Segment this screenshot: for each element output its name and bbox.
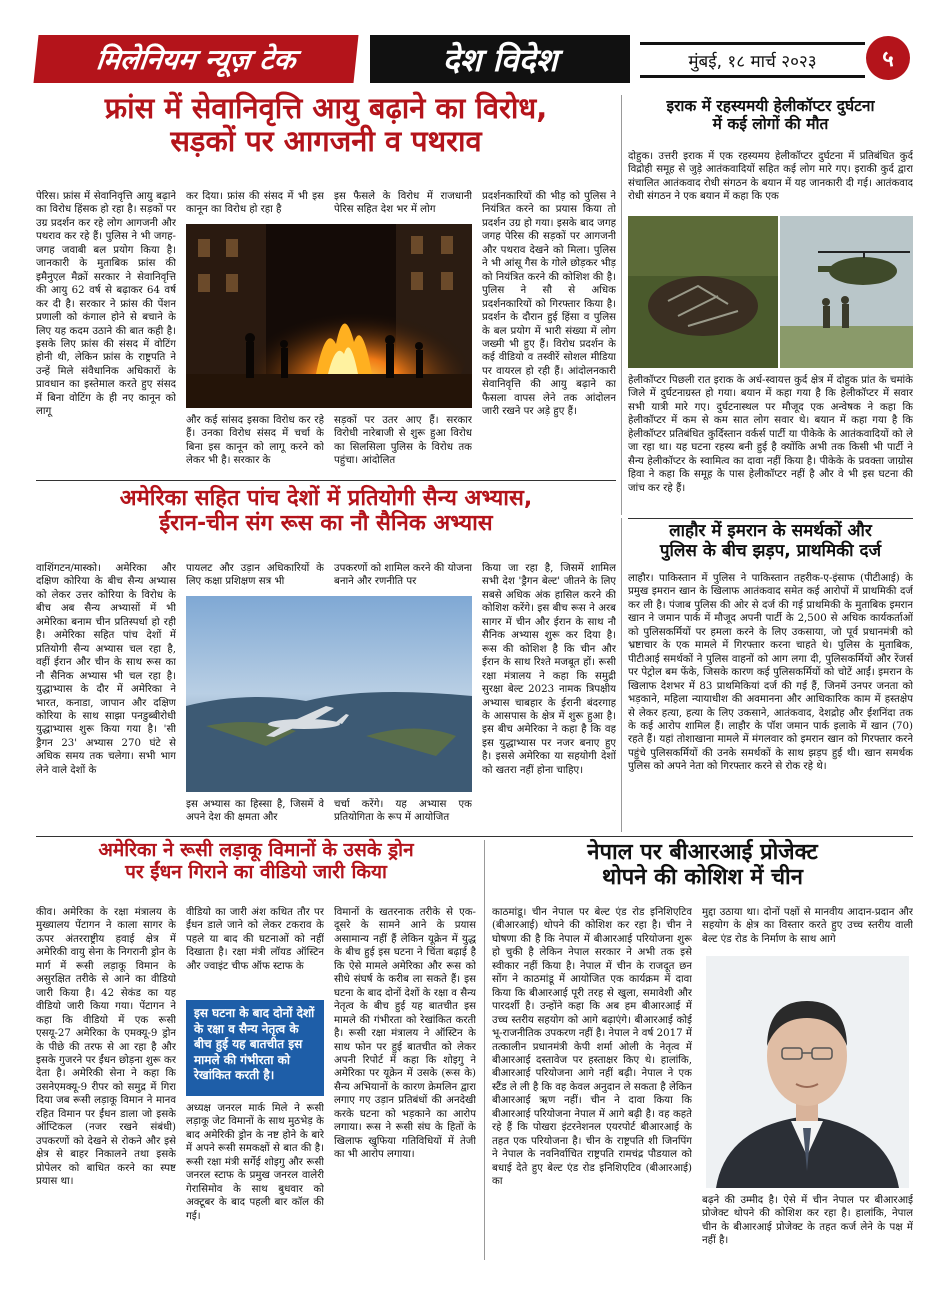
france-col2-top — [186, 190, 324, 220]
france-headline-line1: फ्रांस में सेवानिवृत्ति आयु बढ़ाने का विरोध, — [104, 91, 548, 125]
exercise-col3-bottom — [334, 798, 472, 830]
paper-name-banner — [33, 35, 358, 83]
nepal-col2-bottom-text: बढ़ने की उम्मीद है। ऐसे में चीन नेपाल पर बीआरआई प्रोजेक्ट थोपने की कोशिश कर रहा है। हालांकि, नेपाल चीन के बीआरआई प्रोजेक्ट के तहत कर्ज लेने के पक्ष में नहीं है। — [702, 1195, 913, 1247]
nepal-col1-text: काठमांडू। चीन नेपाल पर बेल्ट एंड रोड इनिशिएटिव (बीआरआई) थोपने की कोशिश कर रहा है। चीन ने घोषणा की है कि नेपाल में बीआरआई परियोजना शुरू हो चुकी है लेकिन नेपाल सरकार ने अभी तक इसे स्वीकार नहीं किया है। नेपाल में चीन के राजदूत छन सोंग ने काठमांडू में आयोजित एक कार्यक्रम में दावा किया कि बीआरआई पूरी तरह से खुला, समावेशी और पारदर्शी है। उन्होंने कहा कि अब हम बीआरआई में उच्च स्तरीय सहयोग को आगे बढ़ाएंगे। बीआरआई कोई भू-राजनीतिक उपकरण नहीं है। नेपाल ने वर्ष 2017 में तत्कालीन प्रधानमंत्री केपी शर्मा ओली के नेतृत्व में बीआरआई दस्तावेज पर हस्ताक्षर किए थे। हालांकि, बीआरआई परियोजना आगे नहीं बढ़ी। नेपाल ने एक स्टैंड ले ली है कि वह केवल अनुदान ले सकता है लेकिन बीआरआई ऋण नहीं। चीन ने दावा किया कि बीआरआई परियोजना नेपाल में आगे बढ़ी है। वह कहते रहे हैं कि पोखरा इंटरनेशनल एयरपोर्ट बीआरआई के तहत एक परियोजना है। चीन के राष्ट्रपति शी जिनपिंग ने नेपाल के नवनिर्वाचित राष्ट्रपति रामचंद्र पौडयाल को बधाई देते हुए बेल्ट एंड रोड इनिशिएटिव (बीआरआई) का — [492, 907, 692, 1188]
france-col2-top-text: कर दिया। फ्रांस की संसद में भी इस कानून का विरोध हो रहा है — [186, 191, 324, 216]
iraq-body-text: हेलीकॉप्टर पिछली रात इराक के अर्ध-स्वायत्त कुर्द क्षेत्र में दोहुक प्रांत के चमांके जिले में दुर्घटनाग्रस्त हो गया। बयान में कहा गया है कि हेलीकॉप्टर में सवार सभी यात्री मारे गए। दुर्घटनास्थल पर मौजूद एक अन्वेषक ने कहा कि हेलीकॉप्टर में कम से कम सात लोग सवार थे। बयान में कहा गया है कि हेलीकॉप्टर प्रतिबंधित कुर्दिस्तान वर्कर्स पार्टी या पीकेके के आतंकवादियों को ले जा रहा था। यह घटना रहस्य बनी हुई है क्योंकि अभी तक किसी भी पार्टी ने सैन्य हेलीकॉप्टर के स्वामित्व का दावा नहीं किया है। पीकेके के प्रवक्ता जाग्रोस हिवा ने कहा कि समूह के पास हेलीकॉप्टर नहीं है और वे भी इस घटना की जांच कर रहे हैं। — [628, 375, 913, 494]
iraq-intro — [628, 150, 913, 210]
iraq-intro-text: दोहुक। उत्तरी इराक में एक रहस्यमय हेलीकॉप्टर दुर्घटना में प्रतिबंधित कुर्द विद्रोही समूह से जुड़े आतंकवादियों सहित कई लोग मारे गए। इराकी कुर्द द्वारा संचालित आतंकवाद रोधी संगठन के बयान में यह जानकारी दी गई। आतंकवाद रोधी संगठन ने एक बयान में कहा कि एक — [628, 151, 913, 203]
patrol-aircraft-image — [186, 596, 472, 792]
drone-col3-text: विमानों के खतरनाक तरीके से एक-दूसरे के सामने आने के प्रयास असामान्य नहीं हैं लेकिन यूक्रेन में युद्ध के बीच हुई इस घटना ने चिंता बढ़ाई है कि ऐसे मामले अमेरिका और रूस को सीधे संघर्ष के करीब ला सकते हैं। इस घटना के बाद दोनों देशों के रक्षा व सैन्य नेतृत्व के बीच हुई यह बातचीत इस मामले की गंभीरता को रेखांकित करती है। रूसी रक्षा मंत्रालय ने ऑस्टिन के साथ फोन पर हुई बातचीत को लेकर अपनी रिपोर्ट में कहा कि शोइगु ने अमेरिका पर यूक्रेन में उसके (रूस के) सैन्य अभियानों के कारण क्रेमलिन द्वारा लगाए गए उड़ान प्रतिबंधों की अनदेखी करके घटना को भड़काने का आरोप लगाया। रूस ने रूसी संघ के हितों के खिलाफ खुफिया गतिविधियों में तेजी का भी आरोप लगाया। — [334, 907, 476, 1161]
iraq-body — [628, 374, 913, 514]
exercise-col3-top — [334, 562, 472, 592]
france-col1 — [36, 190, 176, 473]
exercise-col4 — [482, 562, 616, 830]
france-riot-photo — [186, 224, 472, 408]
column-divider — [621, 95, 622, 515]
exercise-col1-text: वाशिंगटन/मास्को। अमेरिका और दक्षिण कोरिया के बीच सैन्य अभ्यास को लेकर उत्तर कोरिया के विरोध के बीच अब सैन्य अभ्यासों में भी अमेरिका बनाम चीन प्रतिस्पर्धा हो रही है। अमेरिका सहित पांच देशों में प्रतियोगी सैन्य अभ्यास चल रहा है, वहीं ईरान और चीन के साथ रूस का नौ सैनिक अभ्यास भी चल रहा है। युद्धाभ्यास के दौर में अमेरिका ने भारत, कनाडा, जापान और दक्षिण कोरिया के साथ साझा पनडुब्बीरोधी युद्धाभ्यास शुरू किया गया है। 'सी ड्रैगन 23' अभ्यास 270 घंटे से अधिक समय तक चलेगा। सभी भाग लेने वाले देशों के — [36, 563, 176, 776]
lahore-headline — [628, 522, 913, 561]
lahore-body — [628, 572, 913, 830]
page-number-badge — [866, 36, 910, 80]
exercise-col3-top-text: उपकरणों को शामिल करने की योजना बनाने और रणनीति पर — [334, 563, 472, 588]
nepal-col2-top-text: मुद्दा उठाया था। दोनों पक्षों से मानवीय आदान-प्रदान और सहयोग के क्षेत्र का विस्तार करते हुए उच्च स्तरीय वाली बेल्ट एंड रोड के निर्माण के साथ आगे — [702, 907, 913, 945]
france-col4-text: प्रदर्शनकारियों की भीड़ को पुलिस ने नियंत्रित करने का प्रयास किया तो प्रदर्शन उग्र हो गया। इसके बाद जगह जगह पेरिस की सड़कों पर आगजनी और पथराव देखने को मिला। पुलिस ने भी आंसू गैस के गोले छोड़कर भीड़ को नियंत्रित करने की कोशिश की है। पुलिस ने सौ से अधिक प्रदर्शनकारियों को गिरफ्तार किया है। प्रदर्शन के दौरान हुई हिंसा व पुलिस के बल प्रयोग में भारी संख्या में लोग जख्मी भी हुए हैं। विरोध प्रदर्शन के कई वीडियो व तस्वीरें सोशल मीडिया पर वायरल हो रही हैं। आंदोलनकारी सेवानिवृत्ति की आयु बढ़ाने का फैसला वापस लेने तक आंदोलन जारी रखने पर अड़े हुए हैं। — [482, 191, 616, 418]
helicopter-crash-image — [628, 216, 913, 368]
exercise-col3-bottom-text: चर्चा करेंगे। यह अभ्यास एक प्रतियोगिता के रूप में आयोजित — [334, 799, 472, 824]
exercise-col2-top — [186, 562, 324, 592]
france-riot-image — [186, 224, 472, 408]
drone-headline-line2: पर ईंधन गिराने का वीडियो जारी किया — [125, 860, 387, 883]
drone-headline — [36, 840, 476, 884]
section-divider — [36, 480, 616, 481]
france-headline-line2: सड़कों पर आगजनी व पथराव — [170, 124, 482, 159]
exercise-col1 — [36, 562, 176, 830]
nepal-col1 — [492, 906, 692, 1260]
france-col3-bottom-text: सड़कों पर उतर आए हैं। सरकार विरोधी नारेबाजी से शुरू हुआ विरोध का सिलसिला पुलिस के विरोध तक पहुंचा। आंदोलित — [334, 415, 472, 467]
drone-col1-text: कीव। अमेरिका के रक्षा मंत्रालय के मुख्यालय पेंटागन ने काला सागर के ऊपर अंतरराष्ट्रीय हवाई क्षेत्र में अमेरिकी वायु सेना के निगरानी ड्रोन के मार्ग में रूसी लड़ाकू विमान के असुरक्षित तरीके से आने का वीडियो जारी किया है। 42 सेकंड का यह वीडियो जारी किया गया। पेंटागन ने कहा कि वीडियो में एक रूसी एसयू-27 अमेरिका के एमक्यू-9 ड्रोन के पीछे की तरफ से आ रहा है और इसके गुजरने पर ईंधन छोड़ना शुरू कर देता है। अमेरिकी सेना ने कहा कि उसनेएमक्यू-9 रीपर को समुद्र में गिरा दिया जब रूसी लड़ाकू विमान ने मानव रहित विमान पर ईंधन डाला जो इसके ऑप्टिकल (नजर रखने संबंधी) उपकरणों को देखने से रोकने और इसे क्षेत्र से बाहर निकालने तथा इसके प्रोपेलर को बाधित करने का स्पष्ट प्रयास था। — [36, 907, 176, 1188]
drone-col3 — [334, 906, 476, 1260]
lahore-headline-line2: पुलिस के बीच झड़प, प्राथमिकी दर्ज — [659, 540, 882, 561]
lahore-body-text: लाहौर। पाकिस्तान में पुलिस ने पाकिस्तान तहरीक-ए-इंसाफ (पीटीआई) के प्रमुख इमरान खान के खिलाफ आतंकवाद समेत कई आरोपों में प्राथमिकी दर्ज कर ली है। पंजाब पुलिस की ओर से दर्ज की गई प्राथमिकी के मुताबिक इमरान खान ने जमान पार्क में मौजूद अपनी पार्टी के 2,500 से अधिक कार्यकर्ताओं को पुलिसकर्मियों पर हमला करने के लिए उकसाया, जो पूर्व प्रधानमंत्री को भ्रष्टाचार के एक मामले में गिरफ्तार करना चाहते थे। पुलिस के मुताबिक, पीटीआई समर्थकों ने पुलिस वाहनों को आग लगा दी, पुलिसकर्मियों और रेंजर्स पर पेट्रोल बम फेंके, जिसके कारण कई पुलिसकर्मियों को चोटें आईं। इमरान के खिलाफ देशभर में 83 प्राथमिकियां दर्ज की गई हैं, जिनमें उनपर जनता को भड़काने, महिला न्यायाधीश की अवमानना और आधिकारिक काम में हस्तक्षेप से लेकर हत्या, हत्या के लिए उकसाने, आतंकवाद, देशद्रोह और ईशनिंदा तक के कई आरोप शामिल हैं। लाहौर के पॉश जमान पार्क इलाके में खान (70) रहते हैं। यहां तोशाखाना मामले में मंगलवार को इमरान खान को गिरफ्तार करने पहुंचे पुलिसकर्मियों की उनके समर्थकों के साथ झड़प हुई थी। खान समर्थक पुलिस को अपने नेता को गिरफ्तार करने से रोक रहे थे। — [628, 573, 913, 773]
exercise-headline-line1: अमेरिका सहित पांच देशों में प्रतियोगी सैन्य अभ्यास, — [119, 486, 533, 511]
france-col3-top-text: इस फैसले के विरोध में राजधानी पेरिस सहित देश भर में लोग — [334, 191, 472, 216]
exercise-headline — [36, 486, 616, 537]
page-number: ५ — [882, 47, 894, 72]
column-divider — [621, 518, 622, 832]
exercise-col2-bottom — [186, 798, 324, 830]
nepal-col2-top — [702, 906, 913, 952]
france-col1-text: पेरिस। फ्रांस में सेवानिवृत्ति आयु बढ़ाने का विरोध हिंसक हो रहा है। सड़कों पर उग्र प्रदर्शन कर रहे लोग आगजनी और पथराव कर रहे हैं। पुलिस ने भी जगह-जगह जवाबी बल प्रयोग किया है। जानकारी के मुताबिक फ्रांस की इमैनुएल मैक्रों सरकार ने सेवानिवृत्ति की आयु 62 वर्ष से बढ़ाकर 64 वर्ष कर दी है। सरकार ने फ्रांस की पेंशन प्रणाली को कंगाल होने से बचाने के लिए यह कदम उठाने की बात कही है। इसके लिए फ्रांस की संसद में वोटिंग होनी थी, लेकिन फ्रांस के राष्ट्रपति ने उन्हें मिले संवैधानिक अधिकारों के प्रावधान का इस्तेमाल करते हुए संसद में बिना वोटिंग के ही नए कानून को लागू — [36, 191, 176, 418]
nepal-col2-bottom — [702, 1194, 913, 1260]
paper-name: मिलेनियम न्यूज़ टेक — [94, 43, 298, 76]
drone-pullquote — [186, 1000, 324, 1096]
issue-date — [640, 42, 865, 78]
section-divider — [628, 518, 913, 519]
section-divider — [36, 836, 913, 837]
drone-col2-bottom — [186, 1102, 324, 1260]
section-title: देश विदेश — [442, 40, 558, 79]
exercise-col2-top-text: पायलट और उड़ान अधिकारियों के लिए कक्षा प्रशिक्षण सत्र भी — [186, 563, 324, 588]
france-col2-bottom-text: और कई सांसद इसका विरोध कर रहे हैं। उनका विरोध संसद में चर्चा के बिना इस कानून को लागू करने को लेकर भी है। सरकार के — [186, 415, 324, 467]
france-col4 — [482, 190, 616, 474]
iraq-headline-line1: इराक में रहस्यमयी हेलीकॉप्टर दुर्घटना — [666, 97, 875, 115]
drone-col2-top-text: वीडियो का जारी अंश कथित तौर पर ईंधन डाले जाने को लेकर टकराव के पहले या बाद की घटनाओं को नहीं दिखाता है। रक्षा मंत्री लॉयड ऑस्टिन और ज्वाइंट चीफ ऑफ स्टाफ के — [186, 907, 324, 972]
drone-col2-bottom-text: अध्यक्ष जनरल मार्क मिले ने रूसी लड़ाकू जेट विमानों के साथ मुठभेड़ के बाद अमेरिकी ड्रोन के नष्ट होने के बारे में अपने रूसी समकक्षों से बात की है। रूसी रक्षा मंत्री सर्गेई शोइगु और रूसी जनरल स्टाफ के प्रमुख जनरल वालेरी गेरासिमोव के साथ बुधवार को अक्टूबर के बाद पहली बार कॉल की गई। — [186, 1103, 324, 1222]
column-divider — [484, 840, 485, 1260]
exercise-headline-line2: ईरान-चीन संग रूस का नौ सैनिक अभ्यास — [159, 511, 493, 537]
france-headline — [36, 92, 616, 159]
france-col3-top — [334, 190, 472, 220]
drone-col2-top — [186, 906, 324, 998]
lahore-headline-line1: लाहौर में इमरान के समर्थकों और — [669, 521, 872, 541]
nepal-headline — [492, 840, 913, 891]
nepal-headline-line1: नेपाल पर बीआरआई प्रोजेक्ट — [587, 840, 818, 865]
france-col2-bottom — [186, 414, 324, 474]
iraq-headline-line2: में कई लोगों की मौत — [712, 114, 829, 133]
iraq-helicopter-photo — [628, 216, 913, 368]
iraq-headline — [628, 98, 913, 134]
ambassador-portrait-image — [706, 956, 909, 1188]
drone-headline-line1: अमेरिका ने रूसी लड़ाकू विमानों के उसके ड्रोन — [98, 839, 414, 861]
nepal-headline-line2: थोपने की कोशिश में चीन — [602, 865, 803, 891]
drone-col1 — [36, 906, 176, 1260]
exercise-col2-bottom-text: इस अभ्यास का हिस्सा है, जिसमें वे अपने देश की क्षमता और — [186, 799, 324, 824]
nepal-portrait-photo — [706, 956, 909, 1188]
exercise-aircraft-photo — [186, 596, 472, 792]
section-banner — [370, 35, 630, 83]
exercise-col4-text: किया जा रहा है, जिसमें शामिल सभी देश 'ड्रैगन बेल्ट' जीतने के लिए सबसे अधिक अंक हासिल करने की कोशिश करेंगे। इस बीच रूस ने अरब सागर में चीन और ईरान के साथ नौ सैनिक अभ्यास शुरू कर दिया है। रूस की कोशिश है कि चीन और ईरान के साथ रिश्ते मजबूत हों। रूसी रक्षा मंत्रालय ने कहा कि समुद्री सुरक्षा बेल्ट 2023 नामक त्रिपक्षीय अभ्यास चाबहार के ईरानी बंदरगाह के आसपास के क्षेत्र में शुरू हुआ है। इस बीच अमेरिका ने कहा है कि वह इस युद्धाभ्यास पर नजर बनाए हुए है। इससे अमेरिका या सहयोगी देशों को खतरा नहीं होना चाहिए। — [482, 563, 616, 776]
issue-date-text: मुंबई, १८ मार्च २०२३ — [688, 51, 817, 72]
france-col3-bottom — [334, 414, 472, 474]
drone-pullquote-text: इस घटना के बाद दोनों देशों के रक्षा व सैन्य नेतृत्व के बीच हुई यह बातचीत इस मामले की गंभीरता को रेखांकित करती है। — [194, 1006, 315, 1083]
